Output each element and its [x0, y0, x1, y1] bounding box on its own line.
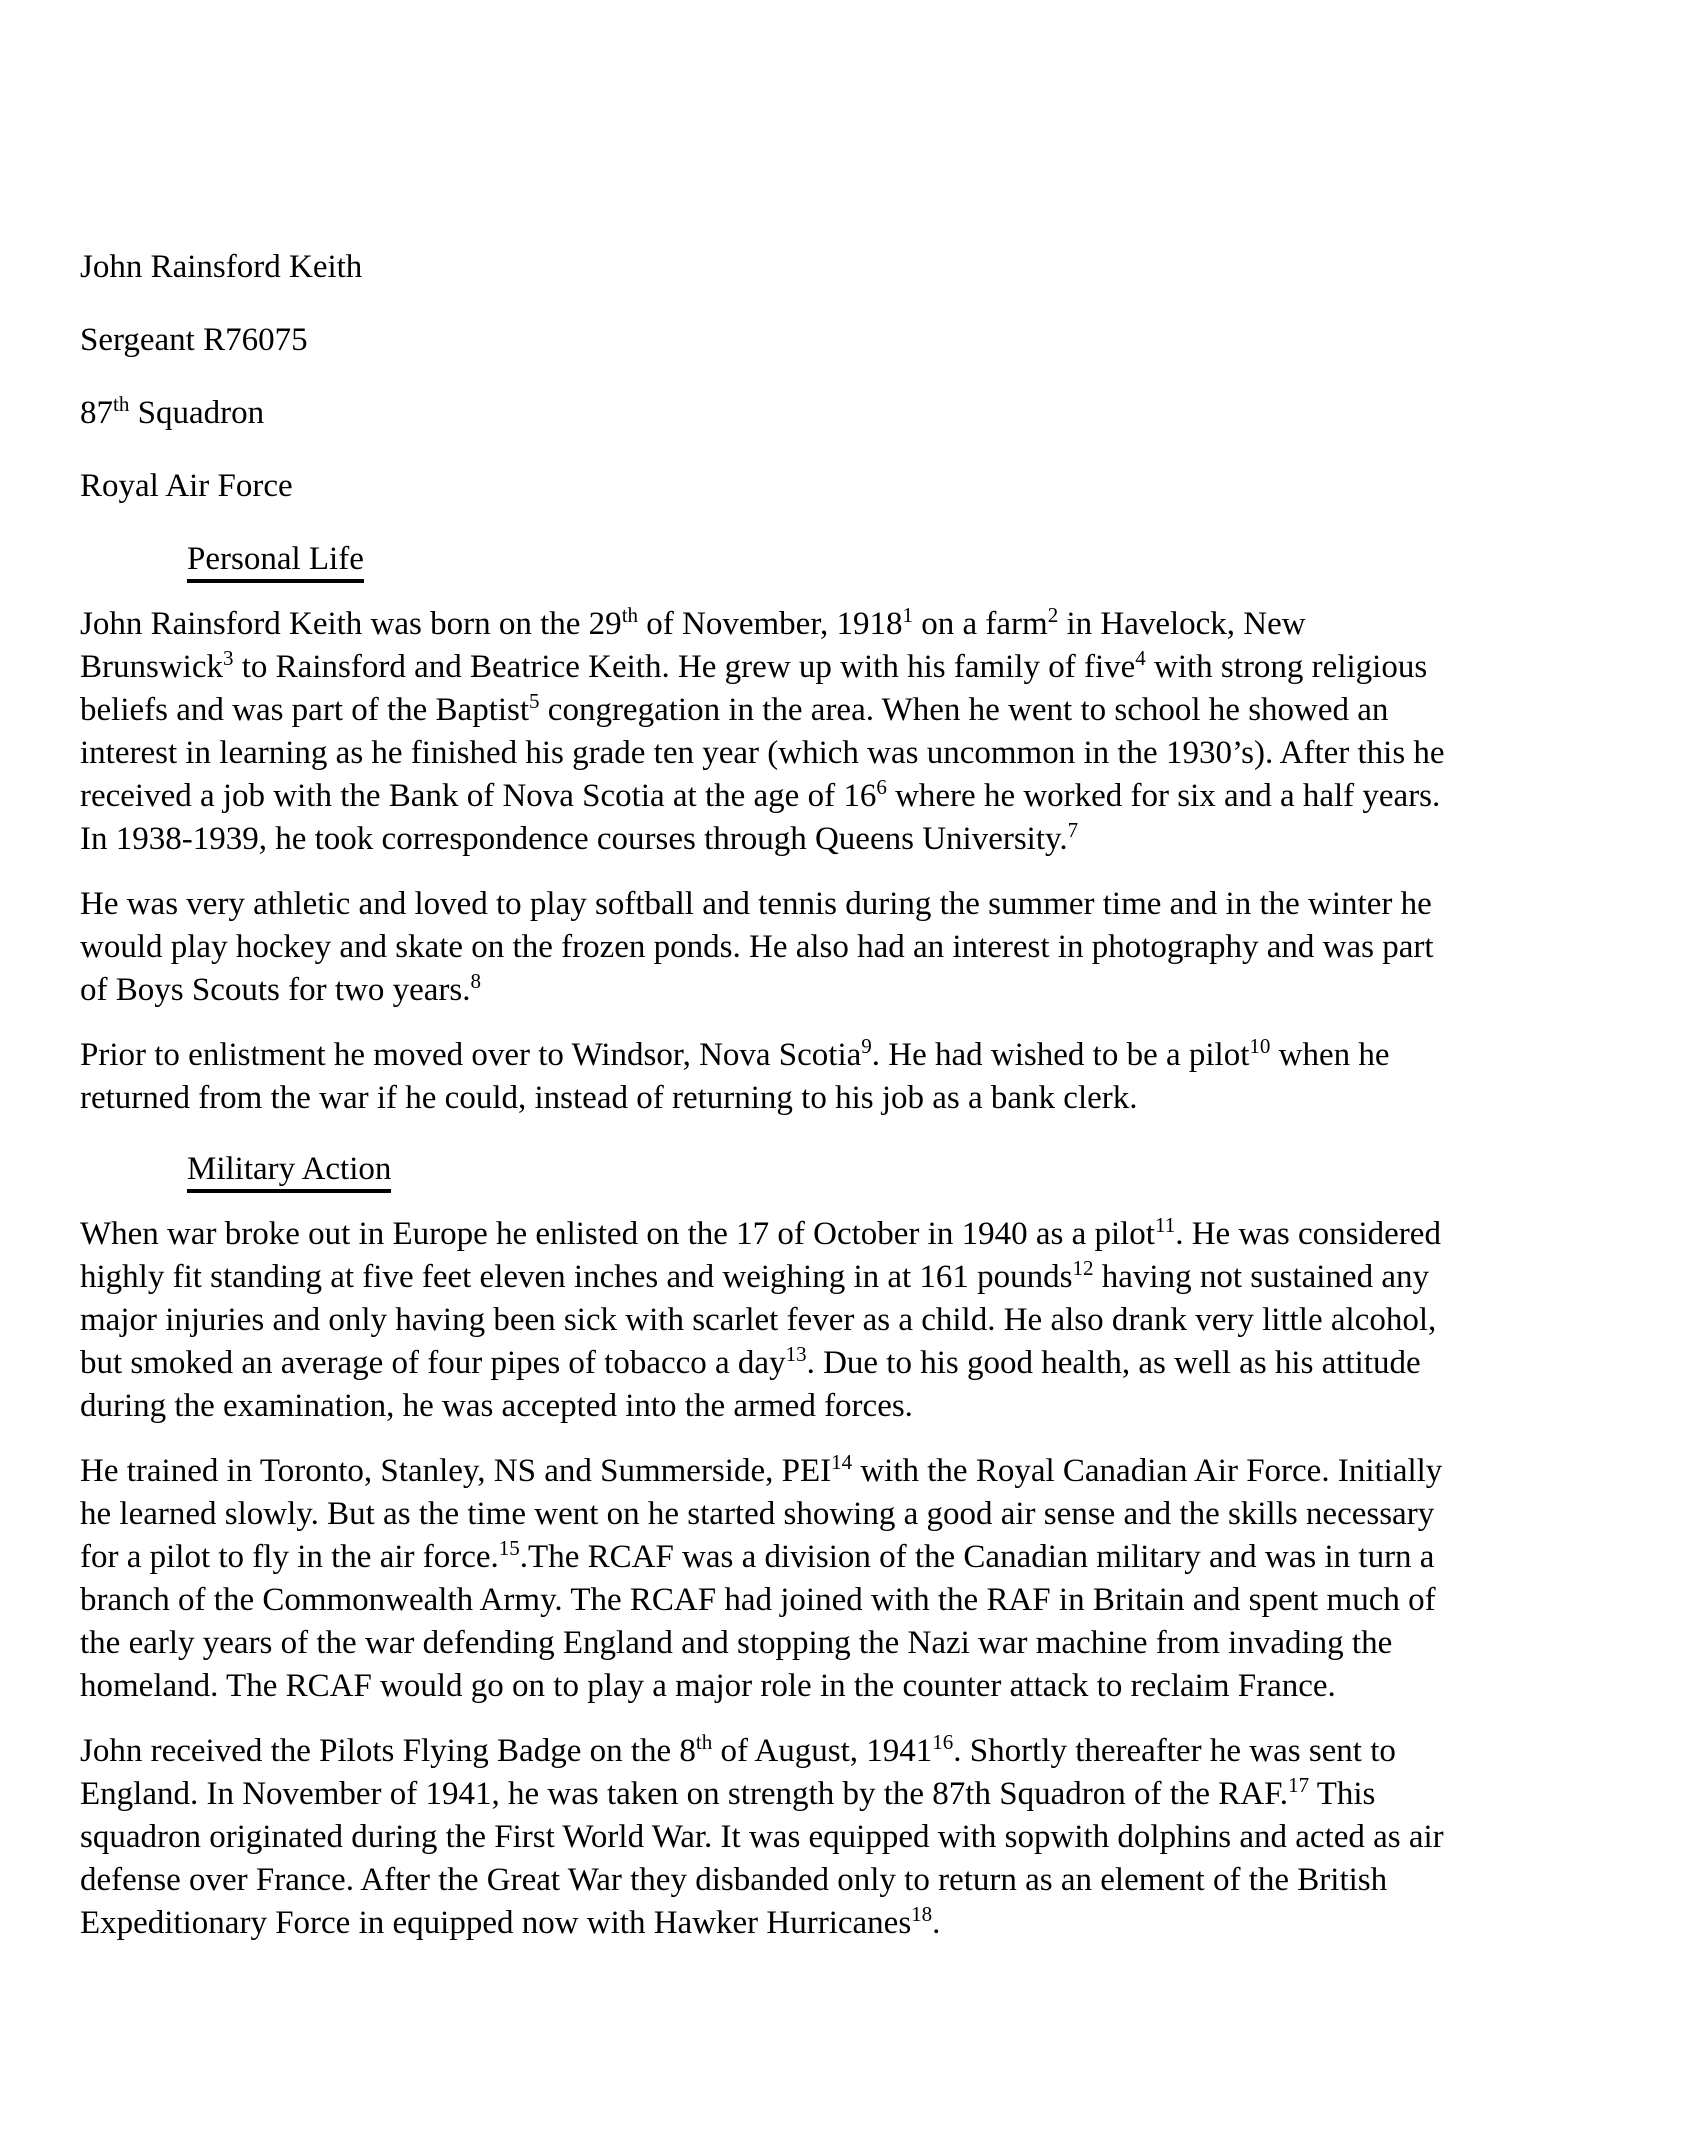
text-run: Squadron — [129, 395, 265, 431]
text-run: John Rainsford Keith — [80, 249, 363, 285]
text-run: when he returned from the war if he could, instead of returning to his job as a bank clerk. — [80, 1037, 1390, 1116]
section-heading — [80, 538, 1448, 581]
text-run: of November, 1918 — [638, 606, 903, 642]
paragraph — [80, 1034, 1448, 1120]
document-content — [80, 246, 1448, 1967]
paragraph — [80, 1213, 1448, 1428]
footnote-superscript: 11 — [1154, 1213, 1176, 1238]
paragraph — [80, 1730, 1448, 1945]
document-header — [80, 246, 1448, 508]
text-run: where he worked for six and a half years. In 1938-1939, he took correspondence courses through Queens University. — [80, 778, 1441, 857]
text-run: . He had wished to be a pilot — [871, 1037, 1250, 1073]
footnote-superscript: 15 — [498, 1536, 520, 1561]
text-run: He was very athletic and loved to play softball and tennis during the summer time and in the winter he would play hockey and skate on the frozen ponds. He also had an interest in photography and was part of Boys Scouts for two years. — [80, 886, 1434, 1008]
footnote-superscript: 2 — [1047, 603, 1059, 628]
text-run: Royal Air Force — [80, 468, 293, 504]
footnote-superscript: 6 — [876, 775, 887, 800]
paragraph — [80, 603, 1448, 861]
text-run: . Shortly thereafter he was sent to England. In November of 1941, he was taken on strength by the 87th Squadron of the RAF. — [80, 1733, 1396, 1812]
document-section — [80, 538, 1448, 1120]
header-line — [80, 246, 1448, 289]
paragraph — [80, 1450, 1448, 1708]
document-body — [80, 538, 1448, 1945]
header-line — [80, 319, 1448, 362]
text-run: . Due to his good health, as well as his attitude during the examination, he was accepted into the armed forces. — [80, 1345, 1421, 1424]
footnote-superscript: 9 — [861, 1034, 872, 1059]
text-run: with strong religious beliefs and was part of the Baptist — [80, 649, 1428, 728]
text-run: John Rainsford Keith was born on the 29 — [80, 606, 622, 642]
footnote-superscript: 17 — [1288, 1773, 1310, 1798]
text-run: He trained in Toronto, Stanley, NS and Summerside, PEI — [80, 1453, 832, 1489]
footnote-superscript: 12 — [1072, 1256, 1094, 1281]
section-heading-text: Personal Life — [187, 541, 364, 583]
footnote-superscript: th — [695, 1730, 713, 1755]
text-run: in Havelock, New Brunswick — [80, 606, 1306, 685]
text-run: . He was considered highly fit standing at five feet eleven inches and weighing in at 161 pounds — [80, 1216, 1441, 1295]
text-run: on a farm — [912, 606, 1048, 642]
paragraph — [80, 883, 1448, 1012]
footnote-superscript: 1 — [902, 603, 913, 628]
text-run: 87 — [80, 395, 113, 431]
text-run: Prior to enlistment he moved over to Windsor, Nova Scotia — [80, 1037, 862, 1073]
section-heading — [80, 1148, 1448, 1191]
section-heading-text: Military Action — [187, 1151, 391, 1193]
text-run: of August, 1941 — [712, 1733, 933, 1769]
text-run: This squadron originated during the First World War. It was equipped with sopwith dolphins and acted as air defense over France. After the Great War they disbanded only to return as an element of the British Expeditionary Force in equipped now with Hawker Hurricanes — [80, 1776, 1444, 1941]
document-section — [80, 1148, 1448, 1945]
footnote-superscript: 7 — [1067, 818, 1079, 843]
text-run: to Rainsford and Beatrice Keith. He grew up with his family of five — [233, 649, 1136, 685]
footnote-superscript: 5 — [529, 689, 540, 714]
text-run: When war broke out in Europe he enlisted on the 17 of October in 1940 as a pilot — [80, 1216, 1155, 1252]
footnote-superscript: 3 — [223, 646, 234, 671]
header-line — [80, 465, 1448, 508]
text-run: Sergeant R76075 — [80, 322, 308, 358]
footnote-superscript: 14 — [831, 1450, 853, 1475]
text-run: .The RCAF was a division of the Canadian military and was in turn a branch of the Commonwealth Army. The RCAF had joined with the RAF in Britain and spent much of the early years of the war defending England and stopping the Nazi war machine from invading the homeland. The RCAF would go on to play a major role in the counter attack to reclaim France. — [80, 1539, 1436, 1704]
footnote-superscript: 4 — [1135, 646, 1146, 671]
text-run: having not sustained any major injuries and only having been sick with scarlet fever as a child. He also drank very little alcohol, but smoked an average of four pipes of tobacco a day — [80, 1259, 1437, 1381]
text-run: John received the Pilots Flying Badge on the 8 — [80, 1733, 696, 1769]
footnote-superscript: 18 — [911, 1902, 933, 1927]
footnote-superscript: 8 — [470, 969, 481, 994]
text-run: with the Royal Canadian Air Force. Initially he learned slowly. But as the time went on he started showing a good air sense and the skills necessary for a pilot to fly in the air force. — [80, 1453, 1443, 1575]
header-line — [80, 392, 1448, 435]
text-run: congregation in the area. When he went to school he showed an interest in learning as he finished his grade ten year (which was uncommon in the 1930’s). After this he received a job with the Bank of Nova Scotia at the age of 16 — [80, 692, 1445, 814]
footnote-superscript: th — [113, 392, 130, 417]
footnote-superscript: 16 — [932, 1730, 954, 1755]
footnote-superscript: 13 — [785, 1342, 807, 1367]
text-run: . — [932, 1905, 941, 1941]
footnote-superscript: 10 — [1249, 1034, 1271, 1059]
footnote-superscript: th — [621, 603, 639, 628]
